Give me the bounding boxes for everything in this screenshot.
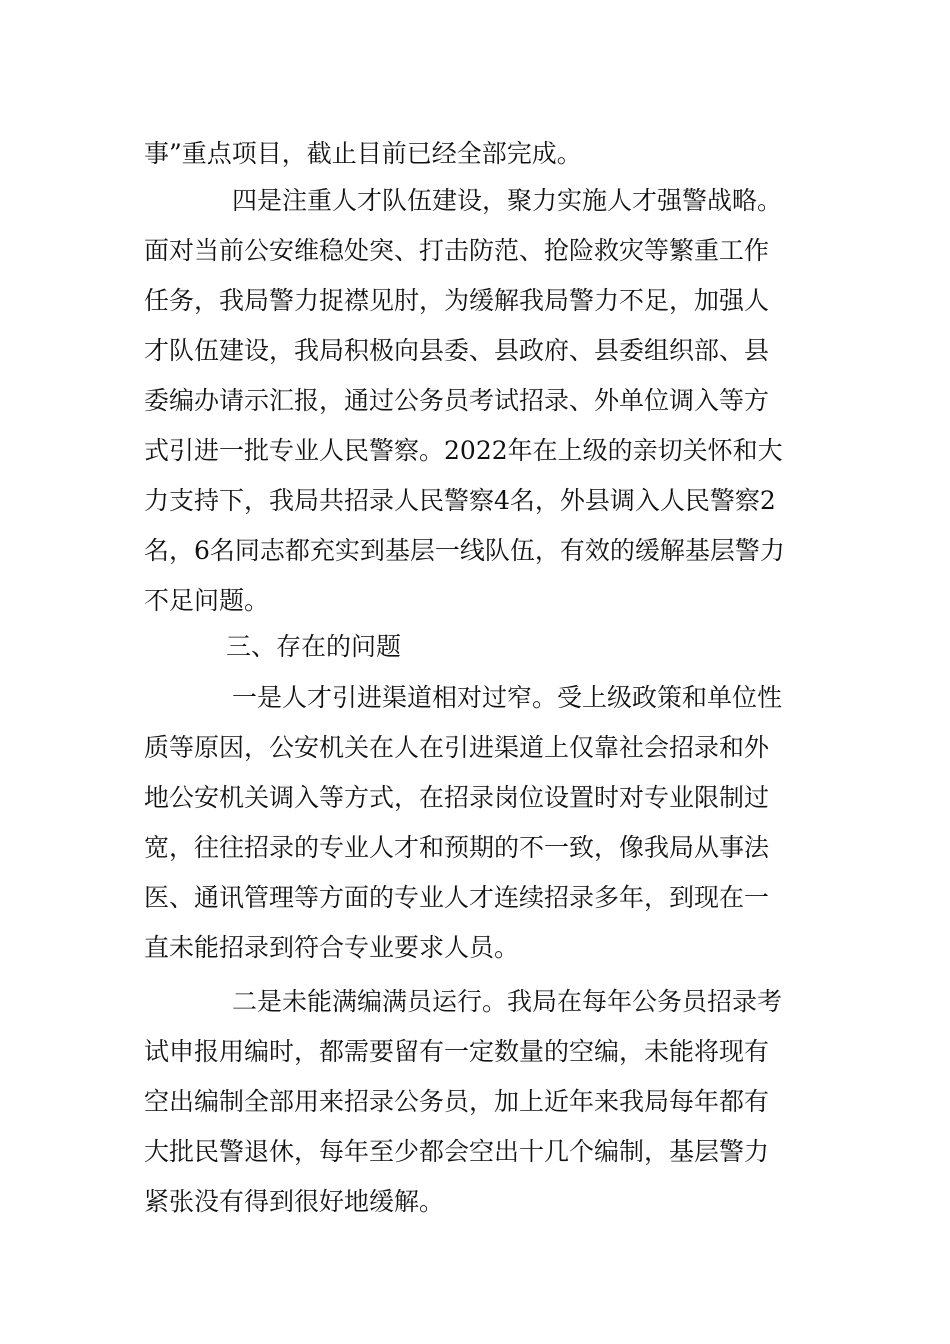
text-line: 任务，我局警力捉襟见肘，为缓解我局警力不足，加强人	[144, 286, 770, 315]
paragraph-heading-1: 一是人才引进渠道相对过窄。受上级政策和单位性	[232, 683, 783, 712]
text-line: 直未能招录到符合专业要求人员。	[144, 933, 520, 962]
text-line: 宽，往往招录的专业人才和预期的不一致，像我局从事法	[144, 833, 770, 862]
text-line: 面对当前公安维稳处突、打击防范、抢险救灾等繁重工作	[144, 236, 770, 265]
text-line: 式引进一批专业人民警察。2022年在上级的亲切关怀和大	[144, 436, 783, 465]
text-line: 医、通讯管理等方面的专业人才连续招录多年，到现在一	[144, 883, 770, 912]
text-line: 紧张没有得到很好地缓解。	[144, 1187, 445, 1216]
text-line: 才队伍建设，我局积极向县委、县政府、县委组织部、县	[144, 336, 770, 365]
paragraph-heading-2: 二是未能满编满员运行。我局在每年公务员招录考	[232, 987, 783, 1016]
text-line: 大批民警退休，每年至少都会空出十几个编制，基层警力	[144, 1137, 770, 1166]
text-line: 事”重点项目，截止目前已经全部完成。	[144, 139, 582, 168]
section-heading: 三、存在的问题	[226, 632, 402, 661]
text-line: 委编办请示汇报，通过公务员考试招录、外单位调入等方	[144, 386, 770, 415]
text-line: 试申报用编时，都需要留有一定数量的空编，未能将现有	[144, 1037, 770, 1066]
paragraph-heading-4: 四是注重人才队伍建设，聚力实施人才强警战略。	[232, 186, 783, 215]
text-line: 力支持下，我局共招录人民警察4名，外县调入人民警察2	[144, 486, 776, 515]
text-line: 不足问题。	[144, 586, 270, 615]
text-line: 地公安机关调入等方式，在招录岗位设置时对专业限制过	[144, 783, 770, 812]
text-line: 质等原因，公安机关在人在引进渠道上仅靠社会招录和外	[144, 733, 770, 762]
text-line: 空出编制全部用来招录公务员，加上近年来我局每年都有	[144, 1087, 770, 1116]
text-line: 名，6名同志都充实到基层一线队伍，有效的缓解基层警力	[144, 536, 785, 565]
